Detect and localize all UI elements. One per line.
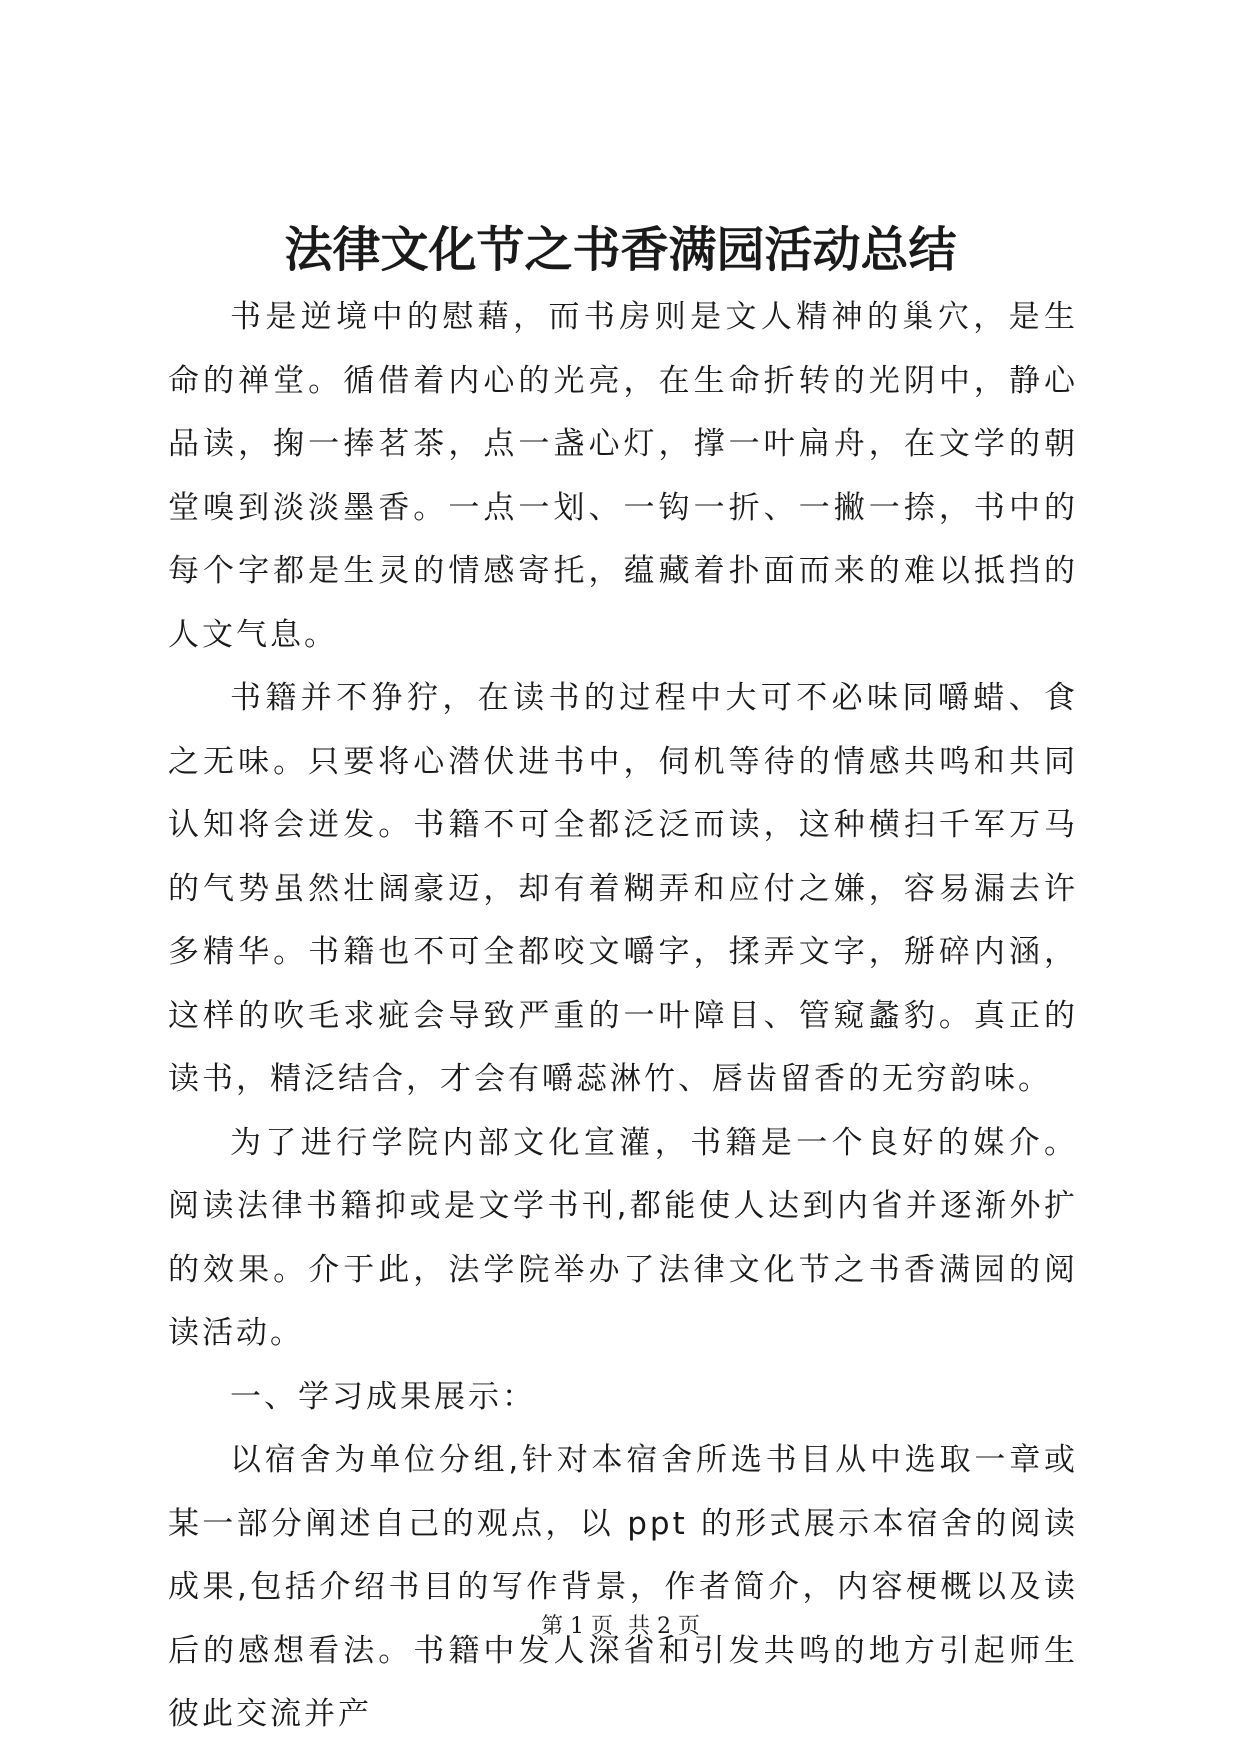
paragraph: 书是逆境中的慰藉，而书房则是文人精神的巢穴，是生命的禅堂。循借着内心的光亮，在生命折转的光阴中，静心品读，掬一捧茗茶，点一盏心灯，撑一叶扁舟，在文学的朝堂嗅到淡淡墨香。一点一划、一钩一折、一撇一捺，书中的每个字都是生灵的情感寄托，蕴藏着扑面而来的难以抵挡的人文气息。 [168, 299, 1078, 653]
page-number: 第 1 页 [541, 1614, 613, 1639]
paragraph: 书籍并不狰狞，在读书的过程中大可不必味同嚼蜡、食之无味。只要将心潜伏进书中，伺机等待的情感共鸣和共同认知将会迸发。书籍不可全都泛泛而读，这种横扫千军万马的气势虽然壮阔豪迈，却有着糊弄和应付之嫌，容易漏去许多精华。书籍也不可全都咬文嚼字，揉弄文字，掰碎内涵，这样的吹毛求疵会导致严重的一叶障目、管窥蠡豹。真正的读书，精泛结合，才会有嚼蕊淋竹、唇齿留香的无穷韵味。 [168, 680, 1078, 1097]
paragraph: 以宿舍为单位分组,针对本宿舍所选书目从中选取一章或某一部分阐述自己的观点，以 ppt 的形式展示本宿舍的阅读成果,包括介绍书目的写作背景，作者简介，内容梗概以及读后的感想看法。书籍中发人深省和引发共鸣的地方引起师生彼此交流并产 [168, 1442, 1078, 1732]
document-title: 法律文化节之书香满园活动总结 [284, 222, 957, 278]
document-body [168, 286, 1078, 1747]
section-heading: 一、学习成果展示： [230, 1378, 536, 1415]
paragraph: 为了进行学院内部文化宣灌，书籍是一个良好的媒介。阅读法律书籍抑或是文学书刊,都能使人达到内省并逐渐外扩的效果。介于此，法学院举办了法律文化节之书香满园的阅读活动。 [168, 1124, 1078, 1351]
page-footer [0, 1612, 1241, 1642]
page-total: 共 2 页 [628, 1614, 700, 1639]
